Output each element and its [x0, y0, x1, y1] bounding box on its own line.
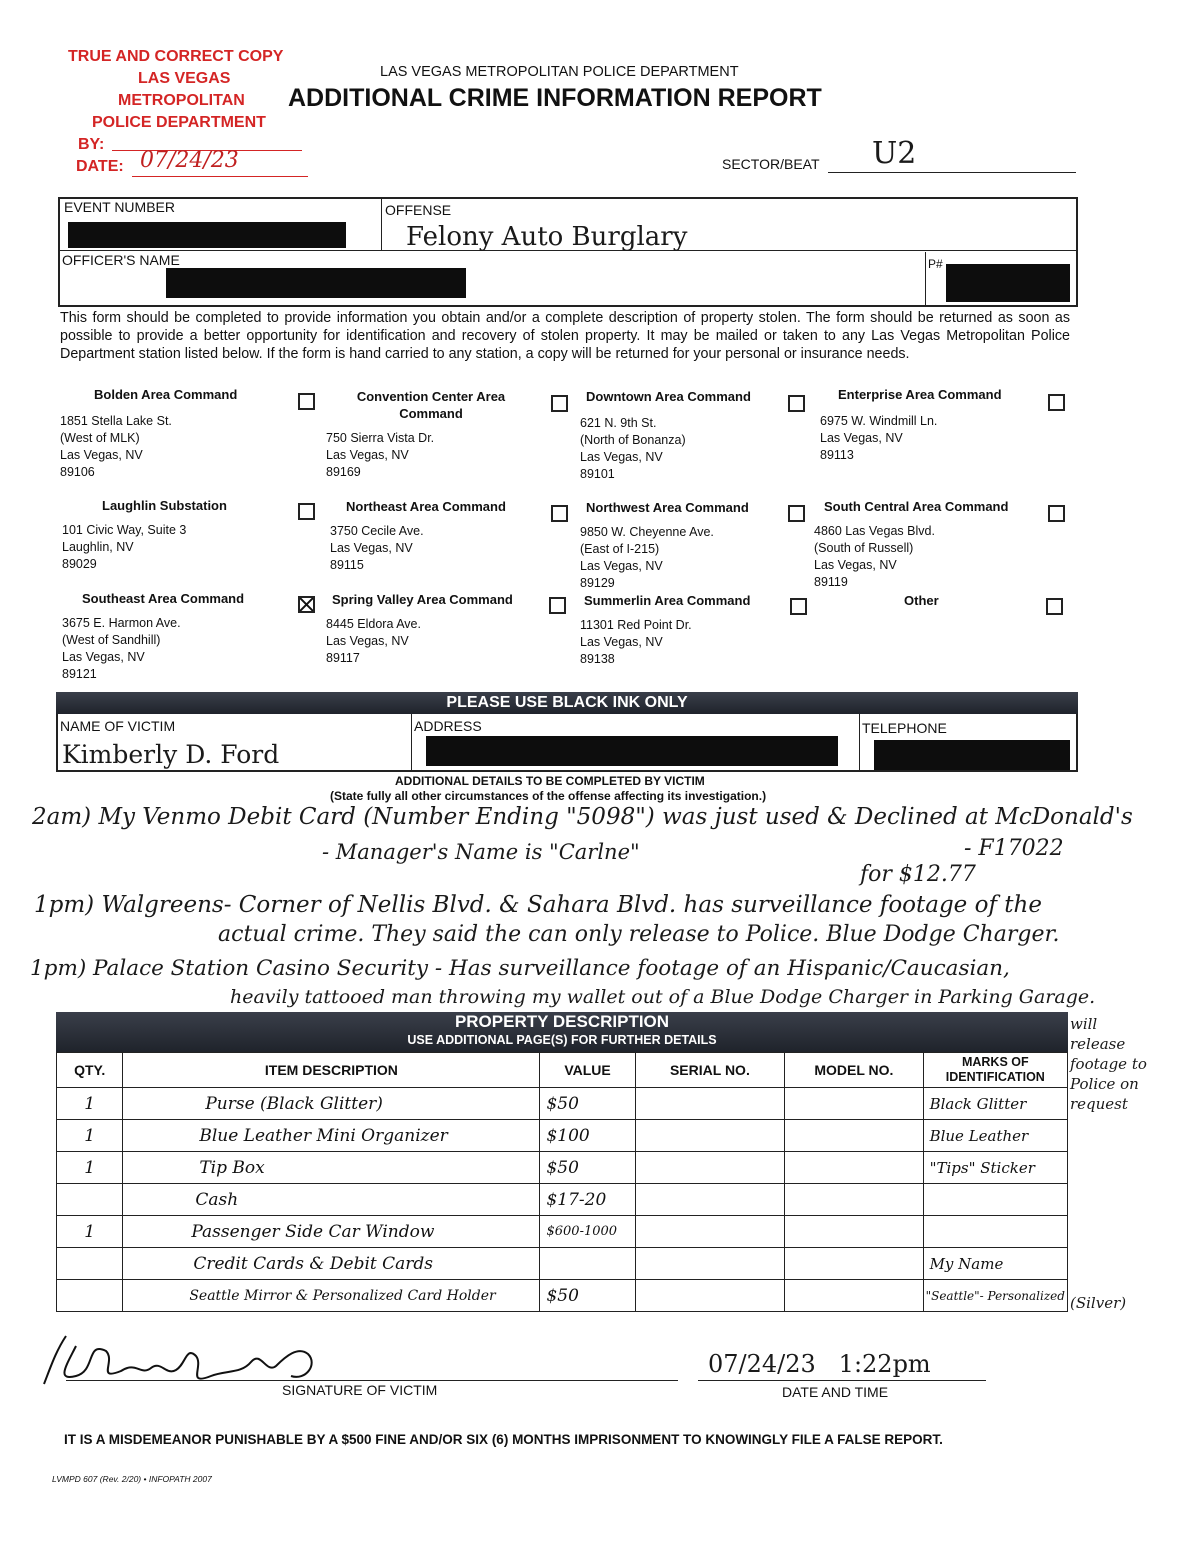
office-line: 89117 [326, 651, 360, 665]
sector-value: U2 [872, 136, 917, 171]
column-header-model: MODEL NO. [785, 1053, 923, 1088]
stamp-date-line [132, 176, 308, 177]
office-line: Las Vegas, NV [814, 558, 897, 572]
office-line: 8445 Eldora Ave. [326, 617, 421, 631]
report-title: ADDITIONAL CRIME INFORMATION REPORT [288, 84, 822, 112]
checkbox-south-central[interactable] [1048, 505, 1065, 522]
office-northwest [580, 499, 780, 592]
cell-value: $600-1000 [540, 1216, 635, 1248]
offense-label: OFFENSE [385, 202, 452, 218]
details-label: ADDITIONAL DETAILS TO BE COMPLETED BY VICTIM [395, 774, 705, 788]
office-line: 89029 [62, 557, 97, 571]
cell-model [785, 1088, 923, 1120]
office-downtown [580, 388, 780, 483]
table-row [57, 1280, 1068, 1312]
details-line-5: 1pm) Walgreens- Corner of Nellis Blvd. & Sahara Blvd. has surveillance footage of the [34, 892, 1042, 918]
checkbox-downtown[interactable] [788, 395, 805, 412]
event-number-label: EVENT NUMBER [64, 199, 175, 215]
cell-marks: "Tips" Sticker [923, 1152, 1067, 1184]
column-header-marks: MARKS OF IDENTIFICATION [923, 1053, 1067, 1088]
cell-qty: 1 [57, 1216, 123, 1248]
cell-item: Purse (Black Glitter) [123, 1088, 540, 1120]
office-line: 6975 W. Windmill Ln. [820, 414, 938, 428]
office-northeast [330, 498, 540, 574]
stamp-line-1: TRUE AND CORRECT COPY [68, 48, 284, 65]
victim-name-label: NAME OF VICTIM [60, 718, 176, 734]
cell-model [785, 1280, 923, 1312]
table-row [57, 1216, 1068, 1248]
office-line: 101 Civic Way, Suite 3 [62, 523, 187, 537]
cell-marks [923, 1184, 1067, 1216]
checkmark-x-icon [300, 598, 313, 611]
office-line: 89113 [820, 448, 854, 462]
signature-datetime-value: 07/24/23 1:22pm [708, 1350, 931, 1378]
office-name: Northwest Area Command [586, 500, 749, 515]
cell-serial [635, 1248, 785, 1280]
property-title: PROPERTY DESCRIPTION [454, 1012, 670, 1031]
cell-value: $50 [540, 1280, 635, 1312]
office-line: 89129 [580, 576, 615, 590]
office-name: Spring Valley Area Command [332, 592, 513, 607]
office-name: Convention Center Area Command [356, 389, 506, 421]
details-line-3: - F17022 [964, 836, 1064, 861]
cell-model [785, 1184, 923, 1216]
office-name: Laughlin Substation [102, 498, 227, 513]
marks-extra-note: (Silver) [1070, 1294, 1127, 1312]
office-line: 89169 [326, 465, 361, 479]
cell-model [785, 1248, 923, 1280]
telephone-label: TELEPHONE [862, 720, 947, 736]
checkbox-enterprise[interactable] [1048, 394, 1065, 411]
office-other [904, 592, 939, 609]
false-report-warning: IT IS A MISDEMEANOR PUNISHABLE BY A $500 FINE AND/OR SIX (6) MONTHS IMPRISONMENT TO KNOWINGLY FILE A FALSE REPORT. [64, 1432, 943, 1447]
office-name: Downtown Area Command [586, 389, 751, 404]
cell-marks: Black Glitter [923, 1088, 1067, 1120]
column-header-item: ITEM DESCRIPTION [123, 1053, 540, 1088]
victim-divider-2 [859, 714, 860, 772]
office-line: 621 N. 9th St. [580, 416, 657, 430]
table-row [57, 1088, 1068, 1120]
cell-serial [635, 1280, 785, 1312]
column-header-serial: SERIAL NO. [635, 1053, 785, 1088]
checkbox-other[interactable] [1046, 598, 1063, 615]
office-line: 4860 Las Vegas Blvd. [814, 524, 935, 538]
cell-value: $17-20 [540, 1184, 635, 1216]
checkbox-southeast-checked[interactable] [298, 596, 315, 613]
office-name: Enterprise Area Command [838, 387, 1002, 402]
cell-item: Blue Leather Mini Organizer [123, 1120, 540, 1152]
office-line: Las Vegas, NV [580, 450, 663, 464]
event-box-divider-v [381, 197, 382, 251]
cell-qty [57, 1184, 123, 1216]
signature-line [66, 1380, 678, 1381]
office-line: (West of MLK) [60, 431, 140, 445]
property-subtitle: USE ADDITIONAL PAGE(S) FOR FURTHER DETAILS [407, 1033, 717, 1047]
officer-name-redaction [166, 268, 466, 298]
sector-label: SECTOR/BEAT [722, 156, 820, 172]
office-south-central [814, 498, 1034, 591]
office-line: Las Vegas, NV [580, 635, 663, 649]
office-line: 89101 [580, 467, 615, 481]
cell-serial [635, 1088, 785, 1120]
black-ink-banner: PLEASE USE BLACK INK ONLY [56, 692, 1078, 714]
victim-name-value: Kimberly D. Ford [62, 740, 280, 769]
cell-serial [635, 1152, 785, 1184]
cell-model [785, 1120, 923, 1152]
cell-value [540, 1248, 635, 1280]
office-line: 89138 [580, 652, 615, 666]
cell-item: Passenger Side Car Window [123, 1216, 540, 1248]
office-name: South Central Area Command [824, 499, 1009, 514]
office-enterprise [820, 386, 1030, 464]
column-header-qty: QTY. [57, 1053, 123, 1088]
p-number-label: P# [928, 257, 943, 271]
sector-line [828, 172, 1076, 173]
cell-marks: My Name [923, 1248, 1067, 1280]
cell-value: $100 [540, 1120, 635, 1152]
signature-label: SIGNATURE OF VICTIM [282, 1382, 438, 1398]
office-line: 89119 [814, 575, 848, 589]
instructions-text: This form should be completed to provide information you obtain and/or a complete description of property stolen. The form should be returned as soon as possible to provide a better opportunity for identification and recovery of stolen property. It may be mailed or taken to any Las Vegas Metropolitan Police Department station listed below. If the form is hand carried to any station, a copy will be returned for your personal or insurance needs. [60, 310, 1070, 362]
checkbox-laughlin[interactable] [298, 503, 315, 520]
office-line: 750 Sierra Vista Dr. [326, 431, 435, 445]
details-line-4: for $12.77 [860, 862, 976, 887]
department-name: LAS VEGAS METROPOLITAN POLICE DEPARTMENT [380, 64, 739, 80]
cell-item: Cash [123, 1184, 540, 1216]
cell-qty: 1 [57, 1120, 123, 1152]
cell-value: $50 [540, 1152, 635, 1184]
stamp-line-3: METROPOLITAN [118, 92, 245, 109]
checkbox-spring-valley[interactable] [549, 597, 566, 614]
office-name: Other [904, 593, 939, 608]
cell-serial [635, 1184, 785, 1216]
office-summerlin [580, 592, 780, 668]
column-header-value: VALUE [540, 1053, 635, 1088]
address-redaction [426, 736, 838, 766]
office-southeast [62, 590, 292, 683]
office-laughlin [62, 497, 292, 573]
cell-value: $50 [540, 1088, 635, 1120]
cell-item: Seattle Mirror & Personalized Card Holder [123, 1280, 540, 1312]
office-line: Las Vegas, NV [326, 448, 409, 462]
details-sublabel: (State fully all other circumstances of the offense affecting its investigation.) [330, 789, 767, 803]
office-name: Summerlin Area Command [584, 593, 751, 608]
cell-qty [57, 1248, 123, 1280]
cell-item: Tip Box [123, 1152, 540, 1184]
office-line: 3675 E. Harmon Ave. [62, 616, 181, 630]
details-line-1: 2am) My Venmo Debit Card (Number Ending "5098") was just used & Declined at McDonald's [32, 804, 1133, 830]
p-number-divider [925, 252, 926, 306]
table-row [57, 1120, 1068, 1152]
office-line: Las Vegas, NV [580, 559, 663, 573]
checkbox-northeast[interactable] [551, 505, 568, 522]
stamp-date-value: 07/24/23 [140, 148, 239, 173]
property-banner [56, 1012, 1068, 1052]
form-id: LVMPD 607 (Rev. 2/20) • INFOPATH 2007 [52, 1474, 212, 1484]
office-line: (North of Bonanza) [580, 433, 686, 447]
stamp-by-label: BY: [78, 136, 105, 153]
event-number-redaction [68, 222, 346, 248]
office-line: Las Vegas, NV [60, 448, 143, 462]
table-row [57, 1184, 1068, 1216]
telephone-redaction [874, 740, 1070, 770]
datetime-label: DATE AND TIME [782, 1384, 889, 1400]
office-line: Laughlin, NV [62, 540, 134, 554]
p-number-redaction [946, 264, 1070, 302]
cell-serial [635, 1216, 785, 1248]
cell-model [785, 1152, 923, 1184]
office-line: 9850 W. Cheyenne Ave. [580, 525, 714, 539]
office-spring-valley [326, 591, 546, 667]
cell-marks: "Seattle"- Personalized [923, 1280, 1067, 1312]
cell-qty: 1 [57, 1088, 123, 1120]
checkbox-convention-center[interactable] [551, 395, 568, 412]
details-line-6: actual crime. They said the can only release to Police. Blue Dodge Charger. [218, 922, 1060, 947]
office-line: 89121 [62, 667, 97, 681]
cell-qty: 1 [57, 1152, 123, 1184]
stamp-line-2: LAS VEGAS [138, 70, 231, 87]
office-line: Las Vegas, NV [820, 431, 903, 445]
office-line: 1851 Stella Lake St. [60, 414, 172, 428]
office-line: 89106 [60, 465, 95, 479]
office-line: Las Vegas, NV [330, 541, 413, 555]
cell-marks [923, 1216, 1067, 1248]
cell-serial [635, 1120, 785, 1152]
details-line-7: 1pm) Palace Station Casino Security - Has surveillance footage of an Hispanic/Caucasian, [30, 956, 1010, 981]
office-line: 11301 Red Point Dr. [580, 618, 692, 632]
stamp-line-4: POLICE DEPARTMENT [92, 114, 266, 131]
office-convention-center [326, 388, 536, 481]
details-line-8: heavily tattooed man throwing my wallet out of a Blue Dodge Charger in Parking Garage. [230, 986, 1096, 1008]
table-row [57, 1248, 1068, 1280]
checkbox-summerlin[interactable] [790, 598, 807, 615]
office-line: Las Vegas, NV [62, 650, 145, 664]
cell-model [785, 1216, 923, 1248]
cell-item: Credit Cards & Debit Cards [123, 1248, 540, 1280]
office-line: 3750 Cecile Ave. [330, 524, 424, 538]
details-line-2: - Manager's Name is "Carlne" [322, 840, 640, 864]
officer-name-label: OFFICER'S NAME [62, 252, 180, 268]
checkbox-northwest[interactable] [788, 505, 805, 522]
details-side-note: will release footage to Police on request [1070, 1015, 1147, 1113]
office-line: Las Vegas, NV [326, 634, 409, 648]
cell-qty [57, 1280, 123, 1312]
office-name: Bolden Area Command [94, 387, 238, 402]
office-line: (West of Sandhill) [62, 633, 161, 647]
stamp [66, 46, 326, 134]
table-header-row [57, 1053, 1068, 1088]
checkbox-bolden[interactable] [298, 393, 315, 410]
property-table [56, 1052, 1068, 1312]
address-label: ADDRESS [414, 718, 482, 734]
office-name: Southeast Area Command [82, 591, 245, 606]
office-line: (East of I-215) [580, 542, 660, 556]
office-name: Northeast Area Command [346, 499, 506, 514]
office-bolden [60, 386, 290, 481]
datetime-line [698, 1380, 986, 1381]
offense-value: Felony Auto Burglary [406, 222, 688, 252]
office-line: (South of Russell) [814, 541, 914, 555]
stamp-date-label: DATE: [76, 158, 124, 175]
table-row [57, 1152, 1068, 1184]
cell-marks: Blue Leather [923, 1120, 1067, 1152]
victim-divider-1 [411, 714, 412, 772]
office-line: 89115 [330, 558, 364, 572]
